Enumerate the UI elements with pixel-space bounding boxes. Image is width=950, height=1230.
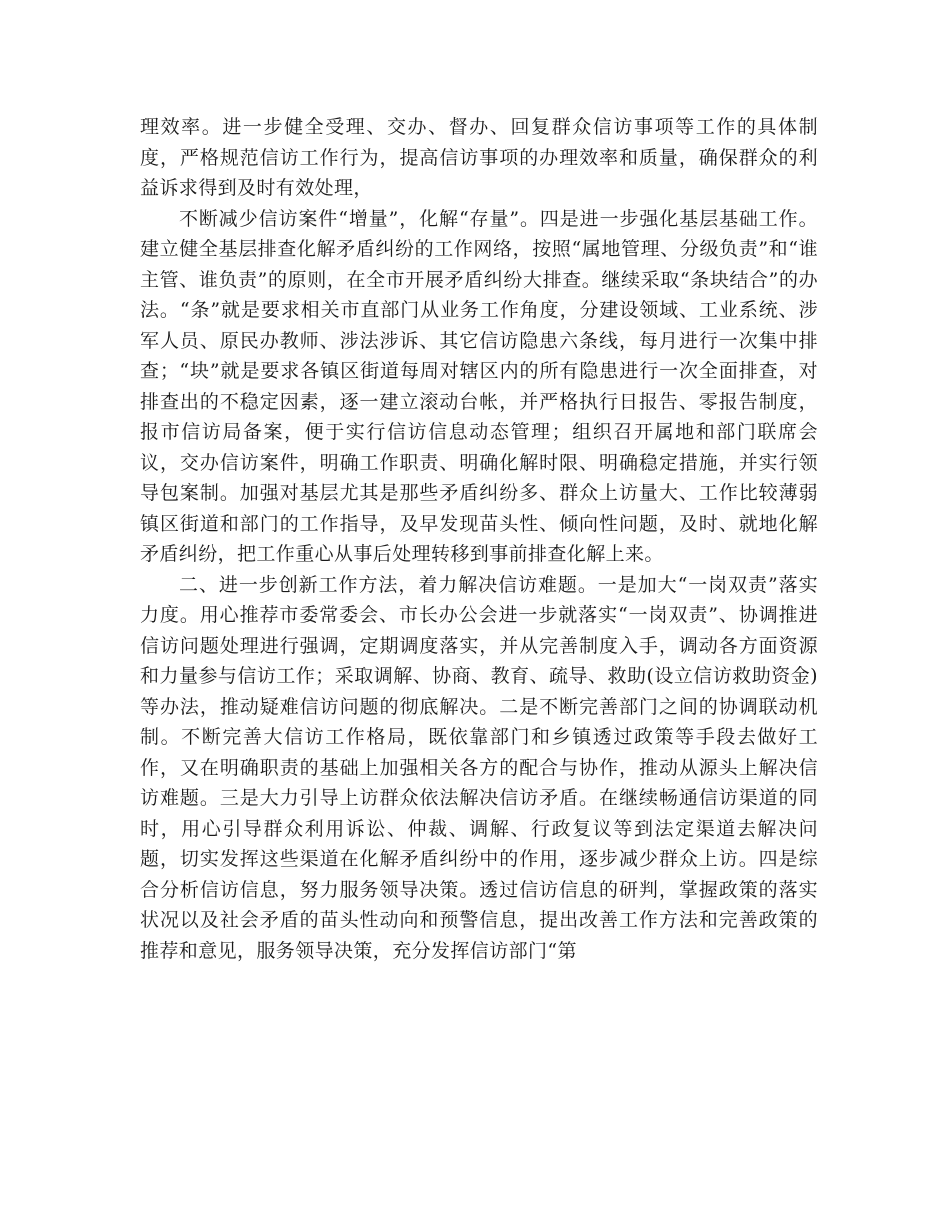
document-page <box>140 112 818 966</box>
paragraph-1: 理效率。进一步健全受理、交办、督办、回复群众信访事项等工作的具体制度，严格规范信访工作行为，提高信访事项的办理效率和质量，确保群众的利益诉求得到及时有效处理， <box>140 116 818 199</box>
paragraph-3: 二、进一步创新工作方法，着力解决信访难题。一是加大“一岗双责”落实力度。用心推荐市委常委会、市长办公会进一步就落实“一岗双责”、协调推进信访问题处理进行强调，定期调度落实，并从完善制度入手，调动各方面资源和力量参与信访工作；采取调解、协商、教育、疏导、救助(设立信访救助资金)等办法，推动疑难信访问题的彻底解决。二是不断完善部门之间的协调联动机制。不断完善大信访工作格局，既依靠部门和乡镇透过政策等手段去做好工作，又在明确职责的基础上加强相关各方的配合与协作，推动从源头上解决信访难题。三是大力引导上访群众依法解决信访矛盾。在继续畅通信访渠道的同时，用心引导群众利用诉讼、仲裁、调解、行政复议等到法定渠道去解决问题，切实发挥这些渠道在化解矛盾纠纷中的作用，逐步减少群众上访。四是综合分析信访信息，努力服务领导决策。透过信访信息的研判，掌握政策的落实状况以及社会矛盾的苗头性动向和预警信息，提出改善工作方法和完善政策的推荐和意见，服务领导决策，充分发挥信访部门“第 <box>140 573 818 962</box>
paragraph-2: 不断减少信访案件“增量”，化解“存量”。四是进一步强化基层基础工作。建立健全基层排查化解矛盾纠纷的工作网络，按照“属地管理、分级负责”和“谁主管、谁负责”的原则，在全市开展矛盾纠纷大排查。继续采取“条块结合”的办法。“条”就是要求相关市直部门从业务工作角度，分建设领域、工业系统、涉军人员、原民办教师、涉法涉诉、其它信访隐患六条线，每月进行一次集中排查；“块”就是要求各镇区街道每周对辖区内的所有隐患进行一次全面排查，对排查出的不稳定因素，逐一建立滚动台帐，并严格执行日报告、零报告制度，报市信访局备案，便于实行信访信息动态管理；组织召开属地和部门联席会议，交办信访案件，明确工作职责、明确化解时限、明确稳定措施，并实行领导包案制。加强对基层尤其是那些矛盾纠纷多、群众上访量大、工作比较薄弱镇区街道和部门的工作指导，及早发现苗头性、倾向性问题，及时、就地化解矛盾纠纷，把工作重心从事后处理转移到事前排查化解上来。 <box>140 207 818 565</box>
